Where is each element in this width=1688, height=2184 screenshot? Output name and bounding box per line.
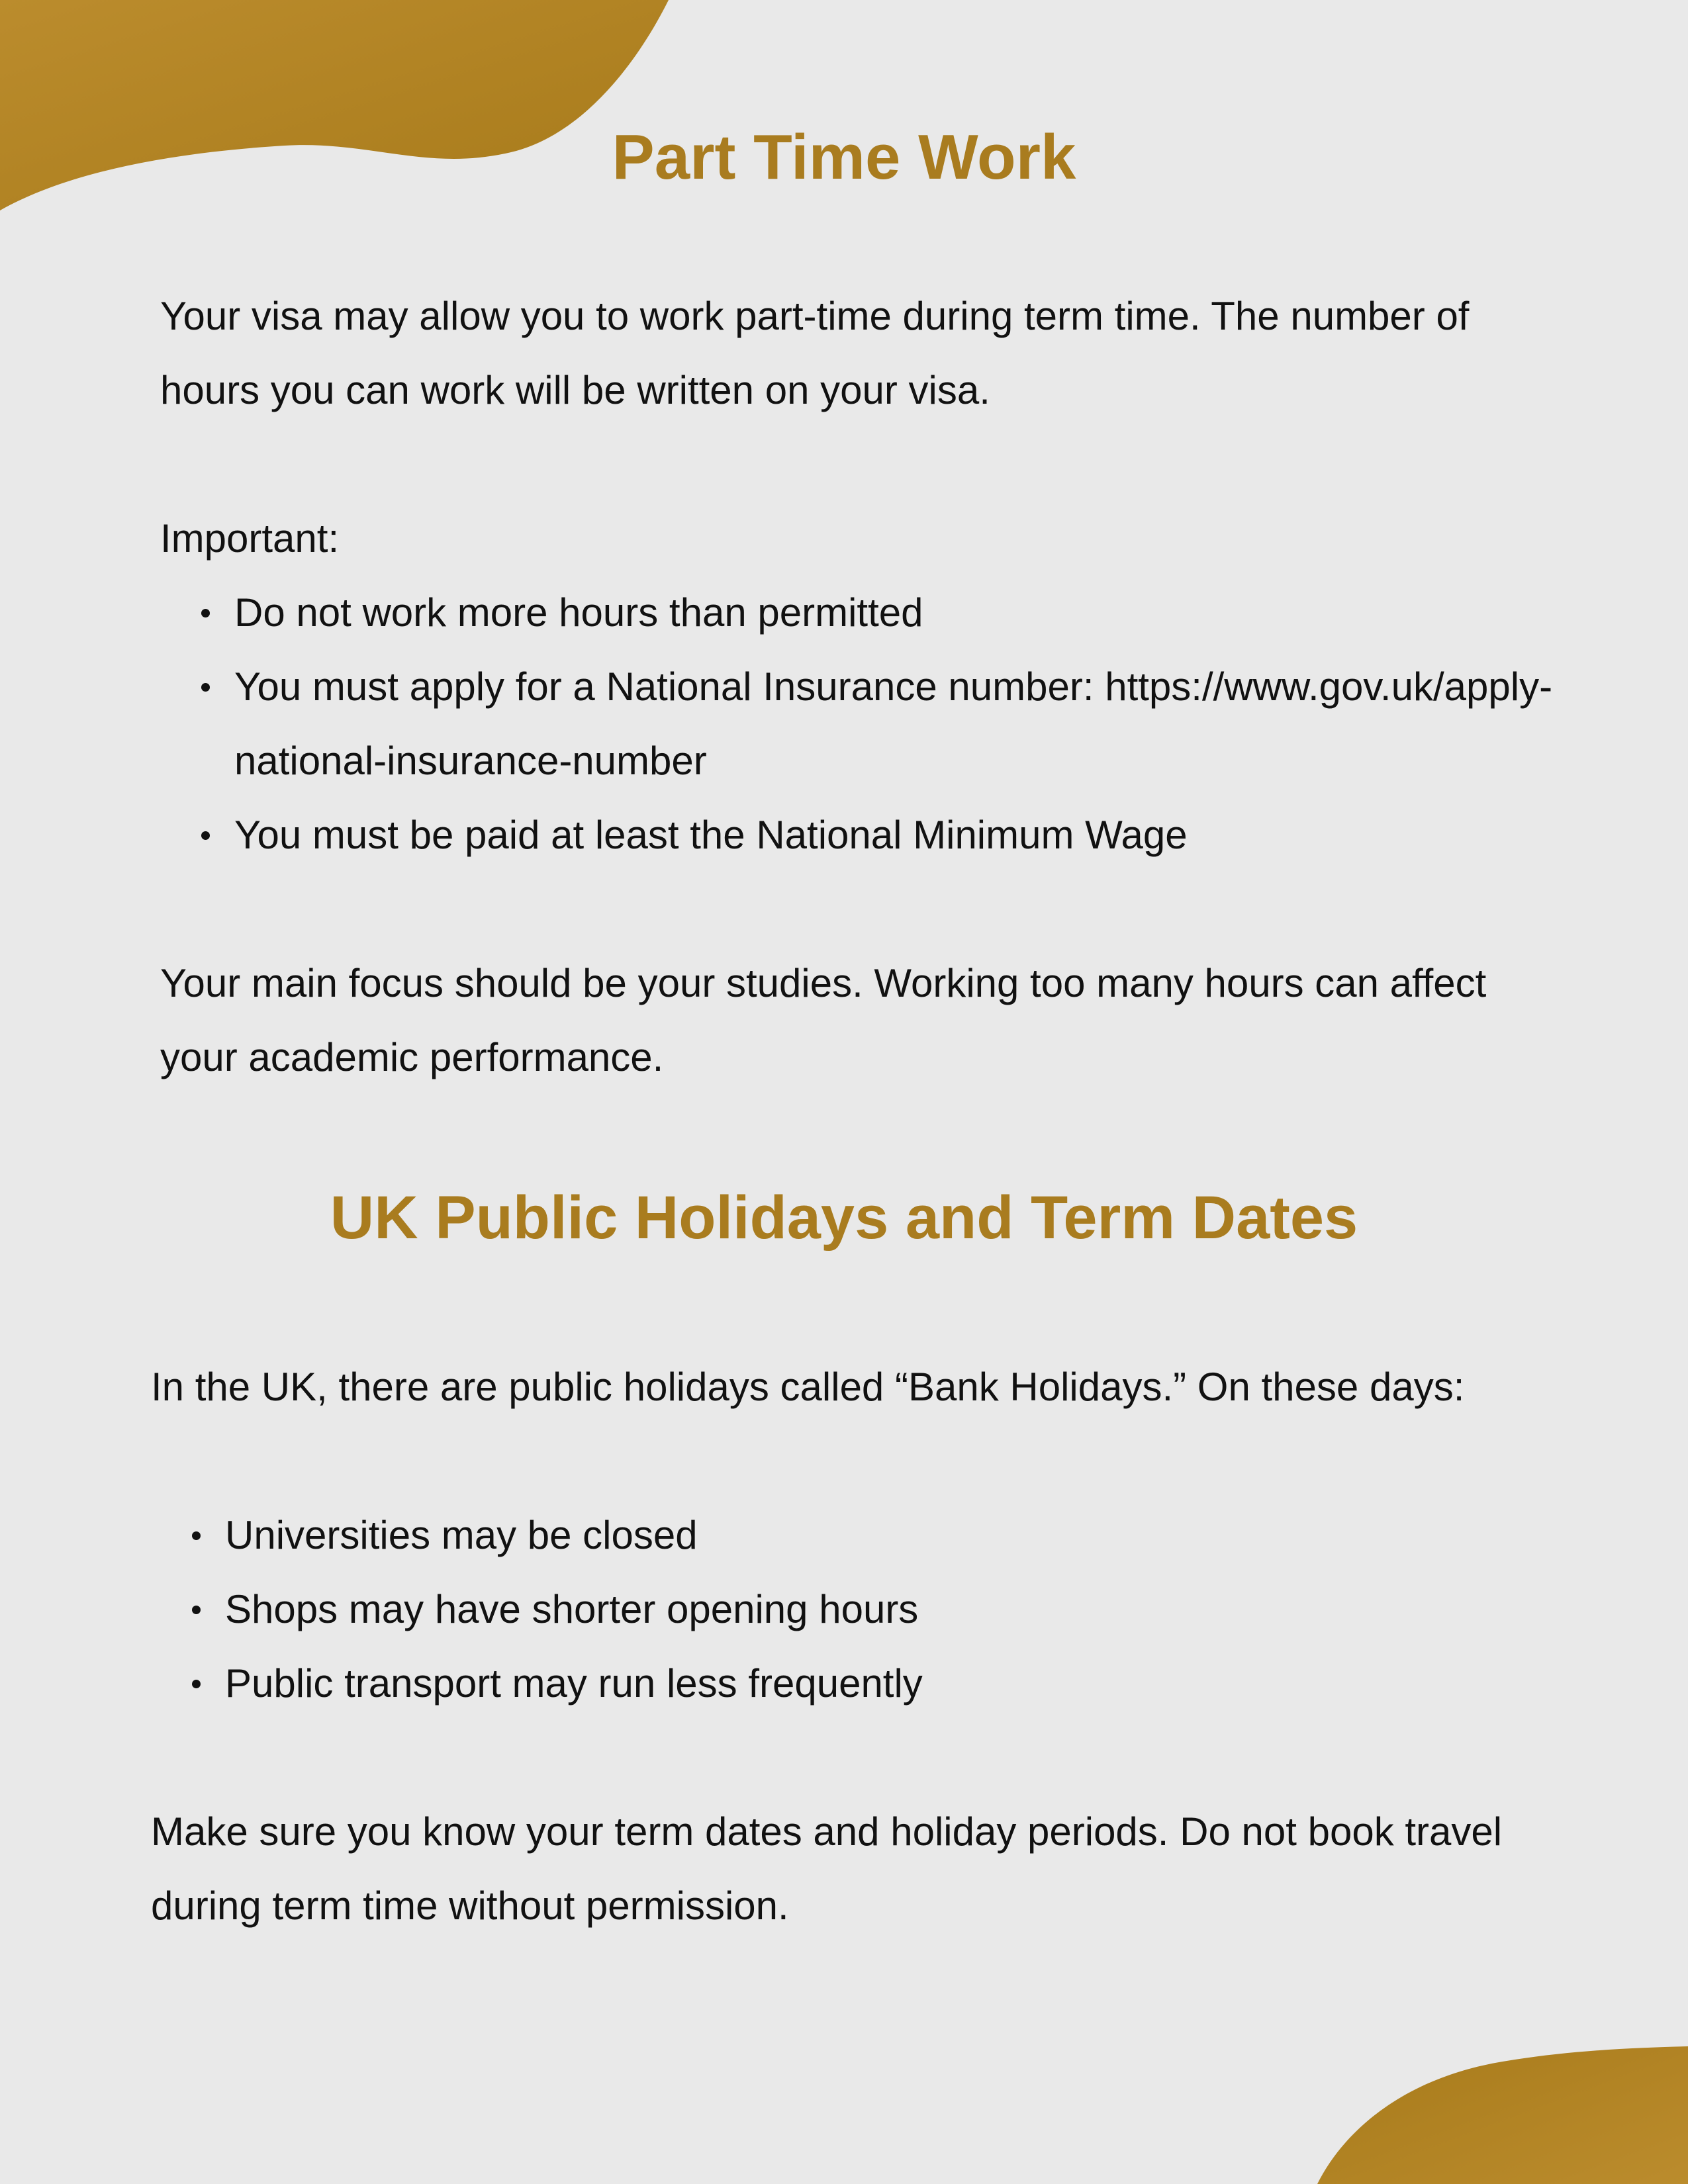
bank-holiday-effects-list: [151, 1498, 1554, 1721]
paragraph-spacer: [160, 872, 1564, 946]
list-item: Do not work more hours than permitted: [234, 576, 1564, 650]
list-item: You must apply for a National Insurance number: https://www.gov.uk/apply-national-insurance-number: [234, 650, 1564, 798]
bottom-right-decorative-wave: [1317, 2045, 1688, 2184]
part-time-work-heading: Part Time Work: [612, 122, 1076, 193]
list-item: Shops may have shorter opening hours: [225, 1572, 1554, 1647]
list-item: You must be paid at least the National Minimum Wage: [234, 798, 1564, 872]
public-holidays-heading: UK Public Holidays and Term Dates: [330, 1184, 1358, 1251]
paragraph-spacer: [151, 1424, 1554, 1498]
paragraph-spacer: [160, 428, 1564, 502]
part-time-work-section: [160, 279, 1564, 1095]
important-label: Important:: [160, 516, 340, 561]
public-holidays-section: [151, 1350, 1554, 1943]
paragraph-spacer: [151, 1721, 1554, 1795]
holidays-closing-paragraph: Make sure you know your term dates and holiday periods. Do not book travel during term time without permission.: [151, 1809, 1503, 1928]
list-item: Public transport may run less frequently: [225, 1647, 1554, 1721]
part-time-closing-paragraph: Your main focus should be your studies. Working too many hours can affect your academic performance.: [160, 961, 1487, 1079]
part-time-important-list: [160, 576, 1564, 872]
part-time-intro-paragraph: Your visa may allow you to work part-time during term time. The number of hours you can work will be written on your visa.: [160, 294, 1470, 412]
list-item: Universities may be closed: [225, 1498, 1554, 1572]
holidays-intro-paragraph: In the UK, there are public holidays called “Bank Holidays.” On these days:: [151, 1365, 1465, 1409]
